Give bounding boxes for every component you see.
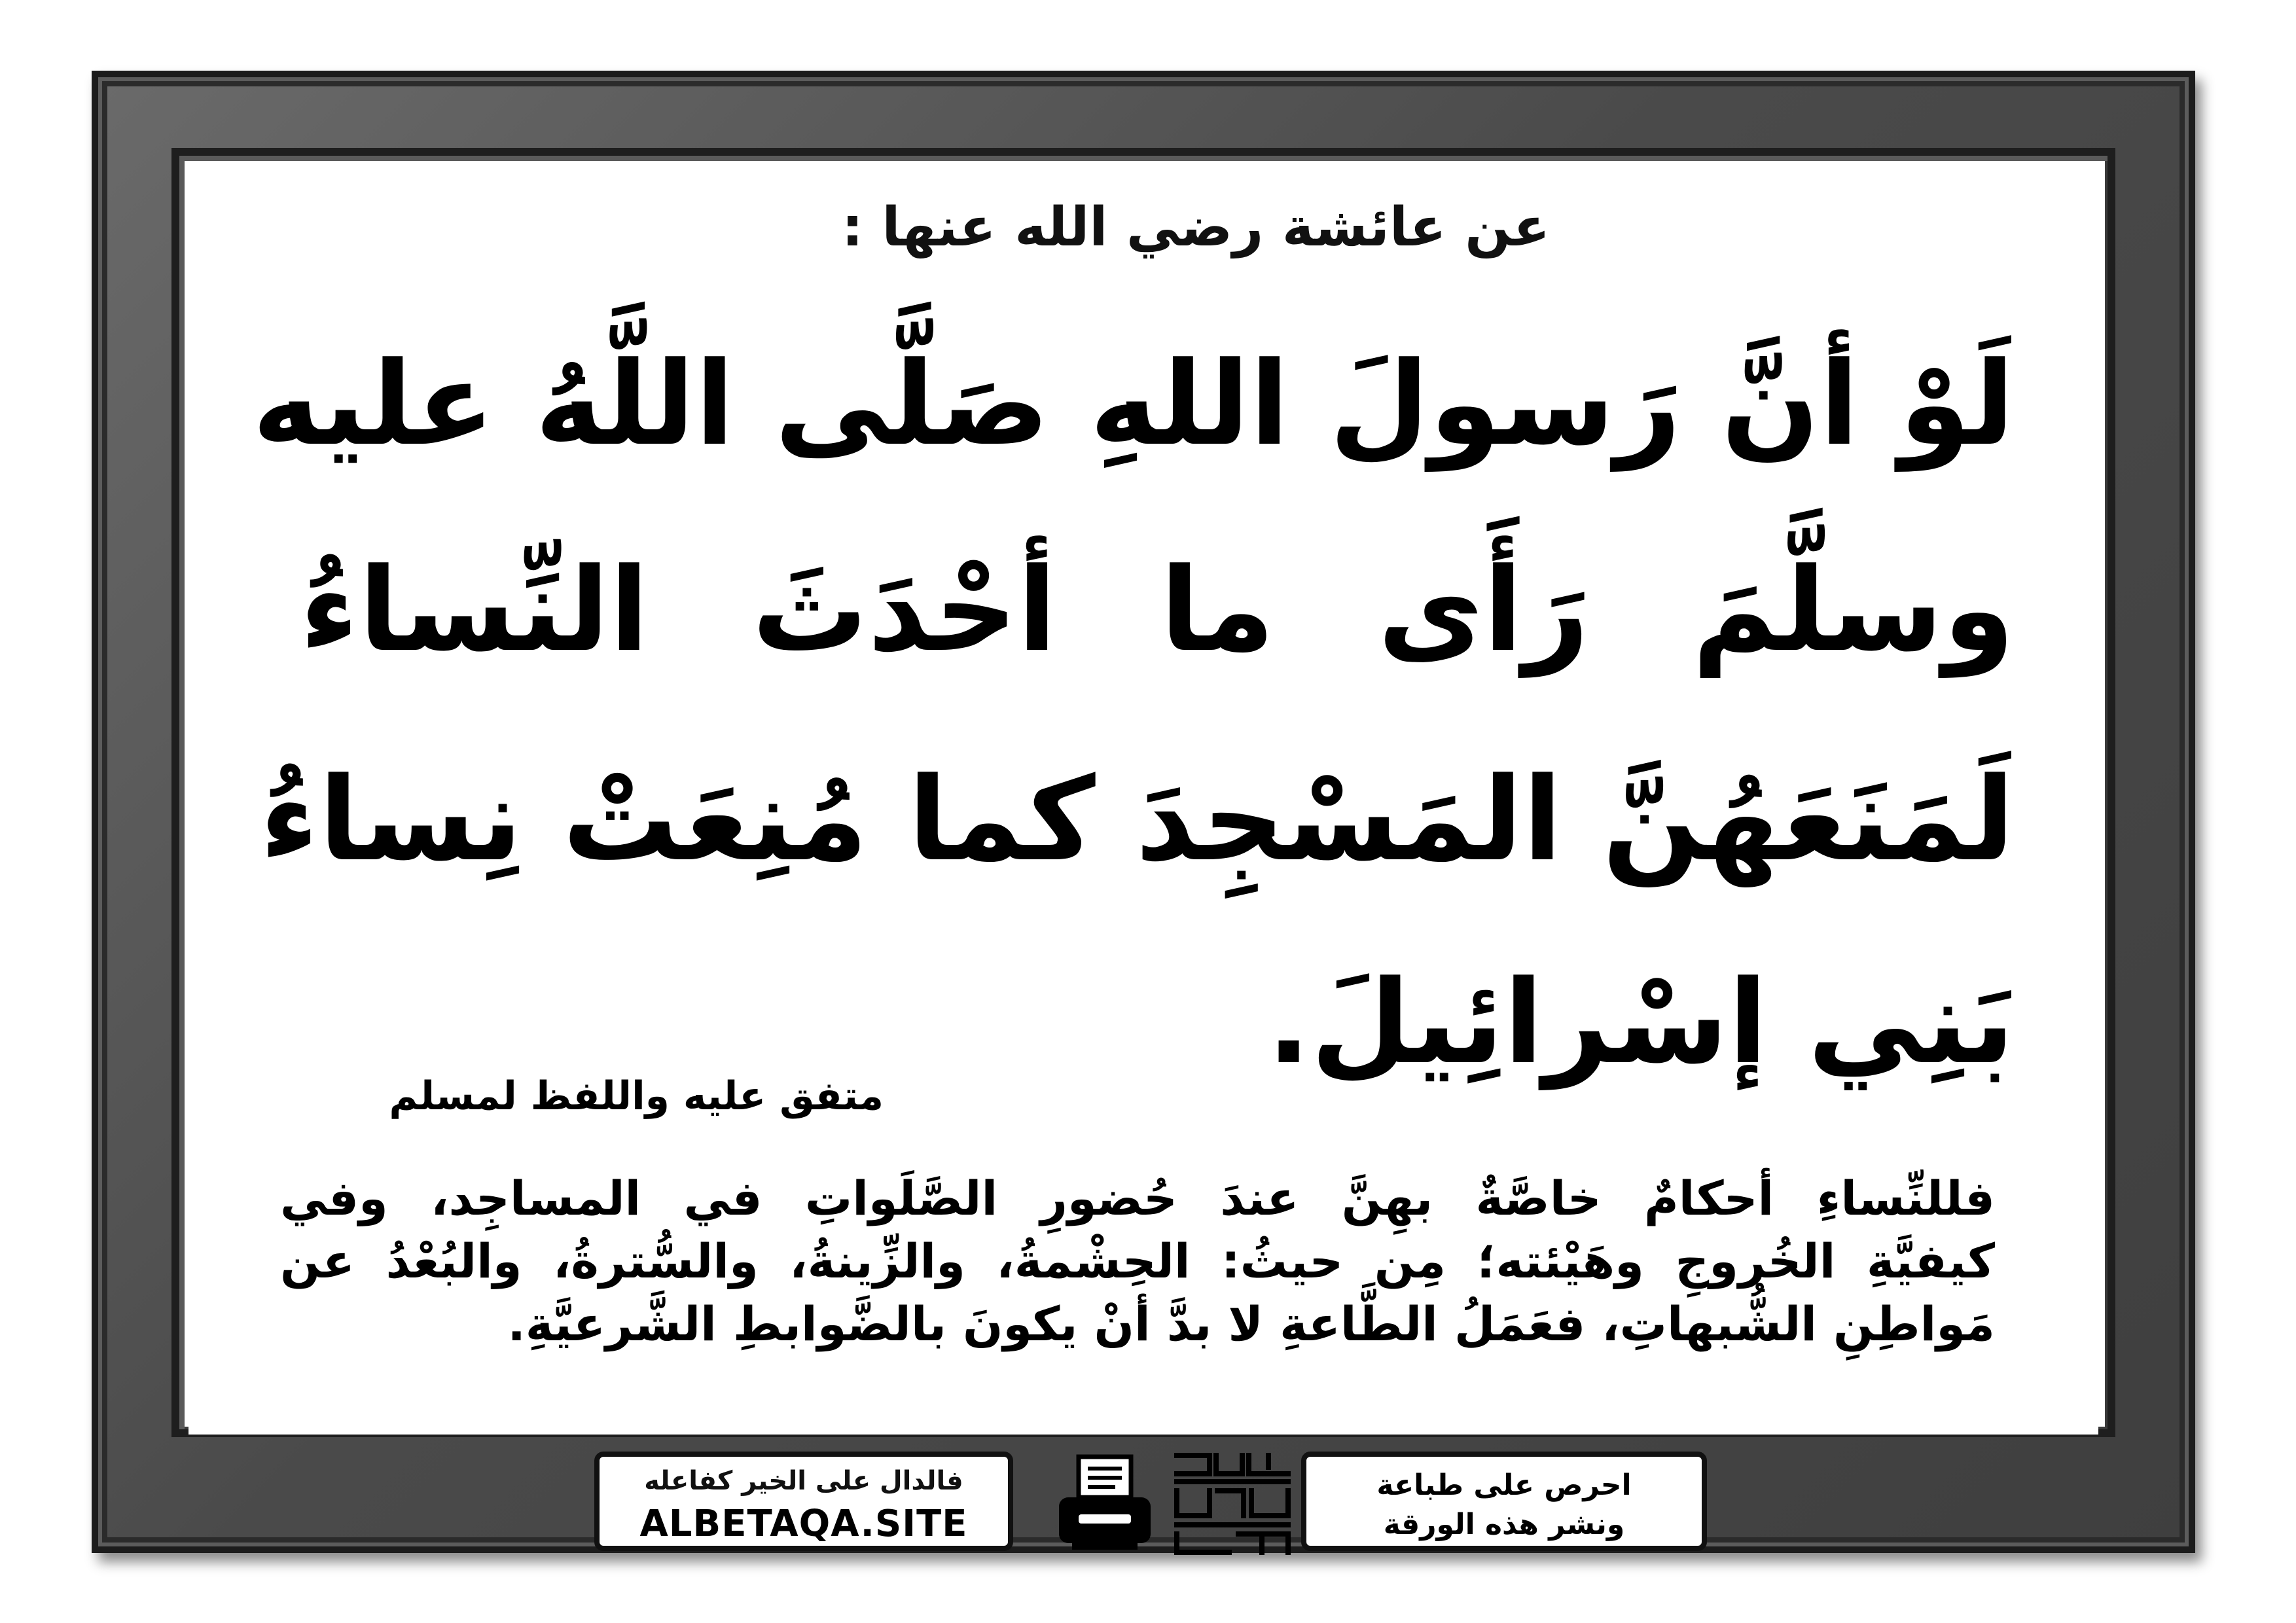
footer-proverb: فالدال على الخير كفاعله [644,1466,963,1496]
hadith-line-2: وسلَّمَ رَأَى ما أحْدَثَ النِّساءُ [300,543,2015,677]
commentary-paragraph [280,1171,1995,1363]
website-link[interactable]: ALBETAQA.SITE [639,1503,968,1545]
print-share-line-1: احرص على طباعة [1376,1469,1632,1502]
printer-icon [1052,1452,1157,1556]
hadith-line-4: بَنِي إسْرائِيلَ. [1266,955,2015,1090]
commentary-line-3: مَواطِنِ الشُّبهاتِ، فعَمَلُ الطَّاعةِ لا بدَّ أنْ يكونَ بالضَّوابطِ الشَّرعيَّةِ. [507,1296,1995,1351]
print-share-box [1301,1452,1707,1551]
commentary-line-2: كيفيَّةِ الخُروجِ وهَيْئته؛ مِن حيثُ: الحِشْمةُ، والزِّينةُ، والسُّترةُ، والبُعْدُ عن [280,1234,1995,1289]
hadith-line-3: لَمَنَعَهُنَّ المَسْجِدَ كما مُنِعَتْ نِساءُ [259,753,2015,887]
hadith-source: متفق عليه واللفظ لمسلم [389,1073,884,1119]
hadith-line-1: لَوْ أنَّ رَسولَ اللهِ صَلَّى اللَّهُ عليه [252,337,2015,471]
website-box [594,1452,1013,1551]
footer [594,1452,1707,1558]
print-share-line-2: ونشر هذه الورقة [1383,1508,1625,1541]
narrator-heading: عن عائشة رضي الله عنها : [841,196,1550,259]
logo-icon [1170,1448,1295,1559]
commentary-line-1: فللنِّساءِ أحكامٌ خاصَّةٌ بهِنَّ عندَ حُضورِ الصَّلَواتِ في المساجِد، وفي [280,1171,1995,1226]
